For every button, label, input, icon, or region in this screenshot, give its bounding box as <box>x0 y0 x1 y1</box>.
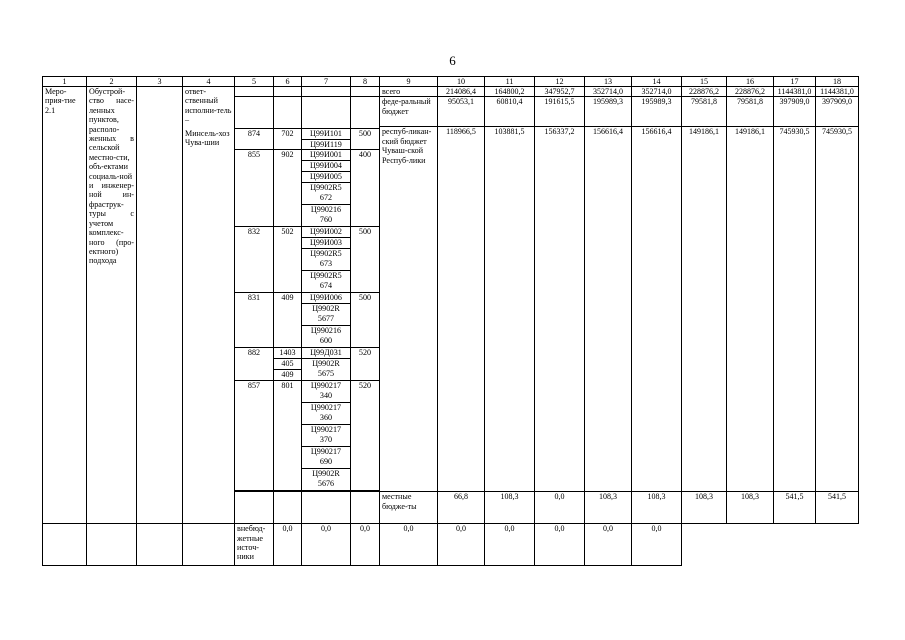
value-cell: 541,5 <box>816 492 859 524</box>
value-cell: 0,0 <box>535 492 585 524</box>
code-expense-type: 400 <box>351 150 380 227</box>
empty-cell <box>137 524 183 566</box>
column-number: 7 <box>302 77 351 87</box>
value-cell: 108,3 <box>727 492 774 524</box>
empty-cell <box>302 492 351 524</box>
code-target: Ц99И119 <box>302 139 351 149</box>
code-target: Ц9902R5 672 <box>302 183 351 205</box>
empty-cell <box>235 87 274 97</box>
code-ministry: 857 <box>235 381 274 491</box>
column-number: 9 <box>380 77 438 87</box>
code-target: Ц990216 600 <box>302 326 351 348</box>
code-ministry: 832 <box>235 227 274 293</box>
code-section: 902 <box>274 150 302 227</box>
code-target: Ц99И004 <box>302 161 351 172</box>
code-target: Ц99Д031 <box>302 348 351 359</box>
column-number: 4 <box>183 77 235 87</box>
value-cell: 1144381,0 <box>816 87 859 97</box>
column-number: 16 <box>727 77 774 87</box>
value-cell: 164800,2 <box>485 87 535 97</box>
responsible-executor-name: Минсель-хоз Чува-шии <box>183 129 235 524</box>
code-section: 409 <box>274 293 302 348</box>
value-cell: 0,0 <box>380 524 438 566</box>
column-number: 17 <box>774 77 816 87</box>
value-cell: 149186,1 <box>727 127 774 491</box>
code-section: 1403 <box>274 348 302 359</box>
value-cell: 156616,4 <box>585 127 632 491</box>
value-cell: 228876,2 <box>682 87 727 97</box>
empty-cell <box>137 87 183 524</box>
value-cell: 0,0 <box>302 524 351 566</box>
empty-cell <box>351 97 380 129</box>
value-cell: 228876,2 <box>727 87 774 97</box>
table-row <box>43 524 859 566</box>
code-target: Ц99И002 <box>302 227 351 238</box>
column-number: 5 <box>235 77 274 87</box>
value-cell: 0,0 <box>438 524 485 566</box>
code-expense-type: 500 <box>351 293 380 348</box>
value-cell: 347952,7 <box>535 87 585 97</box>
value-cell: 108,3 <box>682 492 727 524</box>
code-ministry: 882 <box>235 348 274 381</box>
funding-source: местные бюдже-ты <box>380 492 438 524</box>
code-target: Ц99И001 <box>302 150 351 161</box>
code-target: Ц99И005 <box>302 172 351 183</box>
value-cell: 1144381,0 <box>774 87 816 97</box>
value-cell: 156337,2 <box>535 127 585 491</box>
value-cell: 0,0 <box>585 524 632 566</box>
column-number: 6 <box>274 77 302 87</box>
empty-cell <box>274 492 302 524</box>
page-number: 6 <box>449 53 456 68</box>
code-target: Ц990216 760 <box>302 205 351 227</box>
code-section: 405 <box>274 359 302 370</box>
value-cell: 0,0 <box>535 524 585 566</box>
value-cell: 0,0 <box>485 524 535 566</box>
value-cell: 195989,3 <box>632 97 682 127</box>
code-target: Ц9902R5 673 <box>302 249 351 271</box>
column-number: 18 <box>816 77 859 87</box>
value-cell: 0,0 <box>351 524 380 566</box>
empty-cell <box>274 87 302 97</box>
value-cell: 95053,1 <box>438 97 485 127</box>
value-cell: 352714,0 <box>632 87 682 97</box>
column-number-row <box>43 77 859 87</box>
empty-cell <box>351 492 380 524</box>
column-number: 12 <box>535 77 585 87</box>
code-target: Ц9902R 5675 <box>302 359 351 381</box>
column-number: 15 <box>682 77 727 87</box>
responsible-executor-label: ответ-ственный исполни-тель – <box>183 87 235 129</box>
value-cell: 108,3 <box>485 492 535 524</box>
value-cell: 541,5 <box>774 492 816 524</box>
value-cell: 79581,8 <box>682 97 727 127</box>
empty-cell <box>302 97 351 129</box>
empty-cell <box>43 524 87 566</box>
table-row <box>43 87 859 97</box>
funding-source: внебюд-жетные источ-ники <box>235 524 274 566</box>
empty-cell <box>351 87 380 97</box>
value-cell: 156616,4 <box>632 127 682 491</box>
column-number: 14 <box>632 77 682 87</box>
code-target: Ц990217 370 <box>302 425 351 447</box>
code-ministry: 831 <box>235 293 274 348</box>
column-number: 10 <box>438 77 485 87</box>
empty-cell <box>302 87 351 97</box>
value-cell: 191615,5 <box>535 97 585 127</box>
code-section: 702 <box>274 129 302 150</box>
funding-source: феде-ральный бюджет <box>380 97 438 127</box>
funding-source: всего <box>380 87 438 97</box>
value-cell: 352714,0 <box>585 87 632 97</box>
code-section: 801 <box>274 381 302 491</box>
value-cell: 66,8 <box>438 492 485 524</box>
value-cell: 214086,4 <box>438 87 485 97</box>
code-section: 502 <box>274 227 302 293</box>
value-cell: 149186,1 <box>682 127 727 491</box>
column-number: 2 <box>87 77 137 87</box>
code-target: Ц990217 340 <box>302 381 351 403</box>
value-cell: 195989,3 <box>585 97 632 127</box>
value-cell: 397909,0 <box>816 97 859 127</box>
code-target: Ц9902R 5676 <box>302 469 351 491</box>
empty-cell <box>183 524 235 566</box>
empty-cell <box>235 97 274 129</box>
code-expense-type: 520 <box>351 381 380 491</box>
code-target: Ц990217 690 <box>302 447 351 469</box>
code-target: Ц990217 360 <box>302 403 351 425</box>
measure-description: Обустрой-ство насе-ленных пунктов, располо-женных в сельской местно-сти, объ-ектами социаль-ной и инженер-ной ин-фраструк-туры с учетом комплекс-ного (про-ектного) подхода <box>87 87 137 524</box>
code-target: Ц9902R5 674 <box>302 271 351 293</box>
value-cell: 0,0 <box>632 524 682 566</box>
column-number: 3 <box>137 77 183 87</box>
code-section: 409 <box>274 370 302 381</box>
code-target: Ц99И003 <box>302 238 351 249</box>
code-expense-type: 500 <box>351 129 380 150</box>
code-expense-type: 500 <box>351 227 380 293</box>
empty-cell <box>274 97 302 129</box>
code-target: Ц99И006 <box>302 293 351 304</box>
value-cell: 397909,0 <box>774 97 816 127</box>
value-cell: 103881,5 <box>485 127 535 491</box>
program-table <box>42 76 859 566</box>
column-number: 1 <box>43 77 87 87</box>
value-cell: 0,0 <box>274 524 302 566</box>
republican-budget-source: респуб-ликан-ский бюджет Чуваш-ской Респуб-лики <box>380 127 438 491</box>
code-ministry: 855 <box>235 150 274 227</box>
value-cell: 745930,5 <box>774 127 816 491</box>
value-cell: 79581,8 <box>727 97 774 127</box>
empty-cell <box>87 524 137 566</box>
code-expense-type: 520 <box>351 348 380 381</box>
code-ministry: 874 <box>235 129 274 150</box>
empty-cell <box>235 492 274 524</box>
value-cell: 108,3 <box>632 492 682 524</box>
code-target: Ц99И101 <box>302 129 351 139</box>
column-number: 11 <box>485 77 535 87</box>
column-number: 8 <box>351 77 380 87</box>
value-cell: 745930,5 <box>816 127 859 491</box>
value-cell: 60810,4 <box>485 97 535 127</box>
column-number: 13 <box>585 77 632 87</box>
code-target: Ц9902R 5677 <box>302 304 351 326</box>
value-cell: 118966,5 <box>438 127 485 491</box>
value-cell: 108,3 <box>585 492 632 524</box>
measure-name: Меро-прия-тие 2.1 <box>43 87 87 524</box>
